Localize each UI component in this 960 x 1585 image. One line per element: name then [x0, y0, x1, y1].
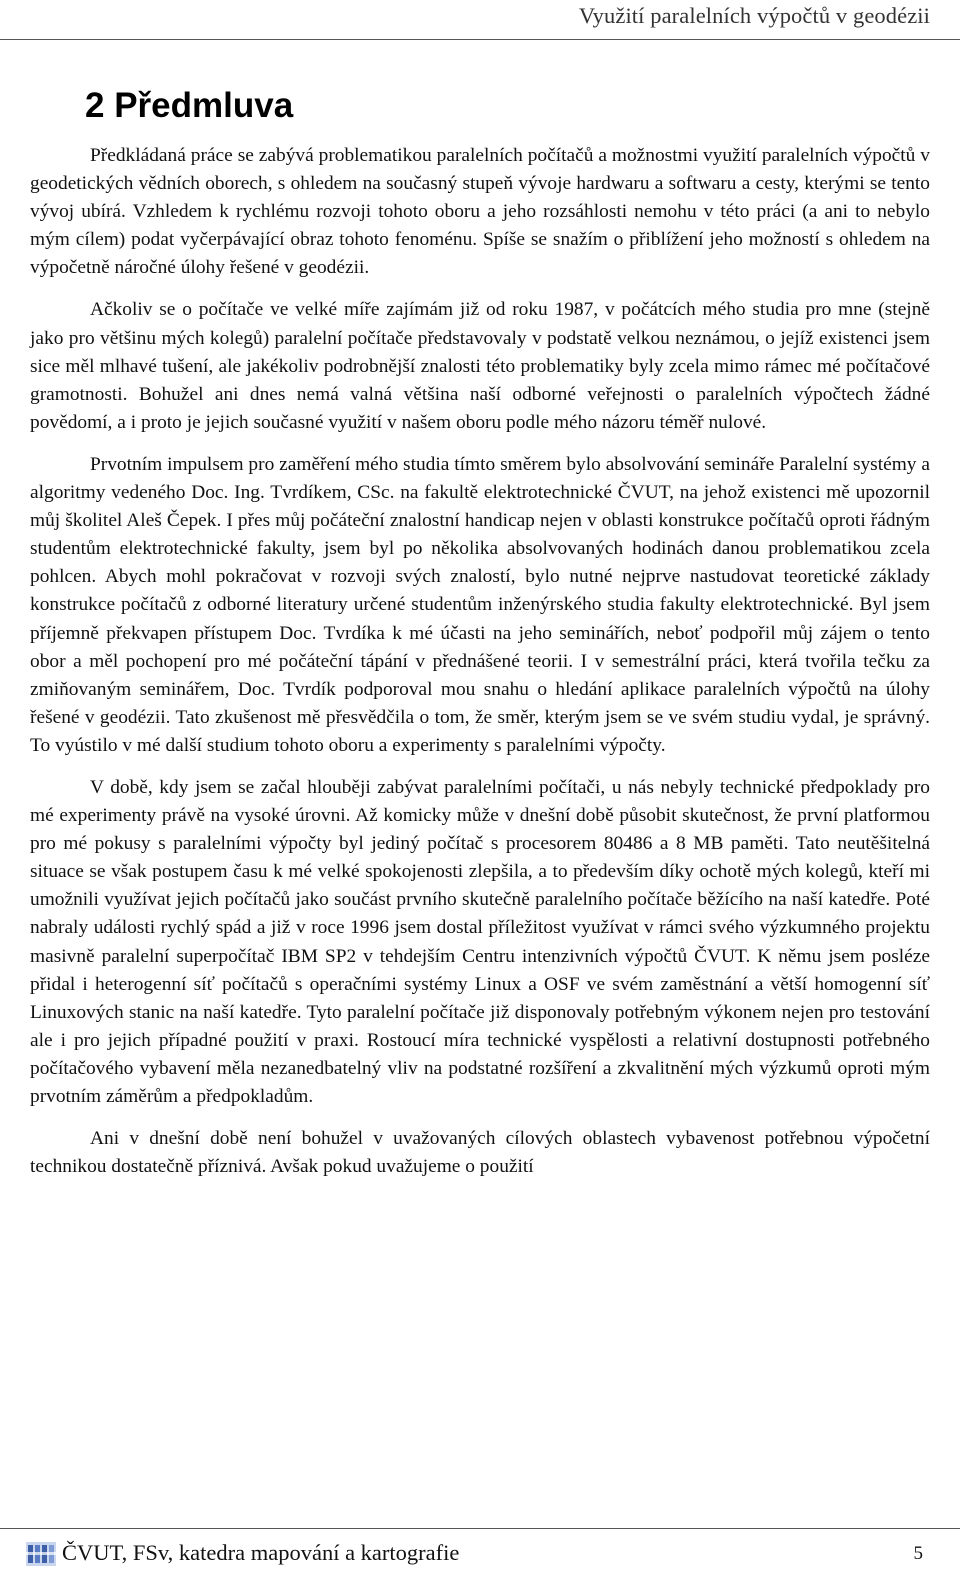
university-logo-icon	[26, 1542, 56, 1566]
running-footer	[0, 1528, 960, 1585]
chapter-heading: 2 Předmluva	[85, 86, 294, 125]
paragraph-background: Ačkoliv se o počítače ve velké míře zajímám již od roku 1987, v počátcích mého studia pro mne (stejně jako pro většinu mých kolegů) paralelní počítače představovaly v podstatě velkou neznámou, o jejíž existenci jsem sice měl mlhavé tušení, ale jakékoliv podrobnější znalosti této problematiky byly zcela mimo rámec mé počítačové gramotnosti. Bohužel ani dnes nemá valná většina naší odborné veřejnosti o paralelních výpočtech žádné povědomí, a i proto je jejich současné využití v našem oboru podle mého názoru téměř nulové.	[30, 299, 930, 433]
paragraph-current-state: Ani v dnešní době není bohužel v uvažovaných cílových oblastech vybavenost potřebnou výpočetní technikou dostatečně příznivá. Avšak pokud uvažujeme o použití	[30, 1128, 930, 1178]
page-number: 5	[913, 1543, 923, 1564]
running-header	[0, 0, 960, 40]
page-body	[30, 84, 930, 1195]
paragraph-intro: Předkládaná práce se zabývá problematikou paralelních počítačů a možnostmi využití paralelních výpočtů v geodetických vědních oborech, s ohledem na současný stupeň vývoje hardwaru a softwaru a cesty, kterými se tento vývoj ubírá. Vzhledem k rychlému rozvoji tohoto oboru a jeho rozsáhlosti nemohu v této práci (a ani to nebylo mým cílem) podat vyčerpávající obraz tohoto fenoménu. Spíše se snažím o přiblížení jeho možností s ohledem na výpočetně náročné úlohy řešené v geodézii.	[30, 145, 930, 279]
paragraph-impulse: Prvotním impulsem pro zaměření mého studia tímto směrem bylo absolvování semináře Paralelní systémy a algoritmy vedeného Doc. Ing. Tvrdíkem, CSc. na fakultě elektrotechnické ČVUT, na jehož existenci mě upozornil můj školitel Aleš Čepek. I přes můj počáteční znalostní handicap nejen v oblasti konstrukce počítačů oproti řádným studentům elektrotechnické fakulty, jsem byl po několika absolvovaných hodinách danou problematikou zcela pohlcen. Abych mohl pokračovat v rozvoji svých znalostí, bylo nutné nejprve nastudovat teoretické základy konstrukce počítačů z odborné literatury určené studentům inženýrského studia fakulty elektrotechnické. Byl jsem příjemně překvapen přístupem Doc. Tvrdíka k mé účasti na jeho seminářích, neboť podpořil můj zájem o tento obor a měl pochopení pro mé počáteční tápání v přednášené teorii. I v semestrální práci, která tvořila tečku za zmiňovaným seminářem, Doc. Tvrdík podporoval mou snahu o hledání aplikace paralelních výpočtů na úlohy řešené v geodézii. Tato zkušenost mě přesvědčila o tom, že směr, kterým jsem se ve svém studiu vydal, je správný. To vyústilo v mé další studium tohoto oboru a experimenty s paralelními výpočty.	[30, 453, 930, 756]
paragraph-hardware: V době, kdy jsem se začal hlouběji zabývat paralelními počítači, u nás nebyly technické předpoklady pro mé experimenty právě na vysoké úrovni. Až komicky může v dnešní době působit skutečnost, že první platformou pro mé pokusy s paralelními výpočty byl jediný počítač s procesorem 80486 a 8 MB paměti. Tato neutěšitelná situace se však postupem času k mé velké spokojenosti zlepšila, a to především díky ochotě mých kolegů, kteří mi umožnili využívat jejich počítačů jako součást prvního skutečně paralelního počítače běžícího na naší katedře. Poté nabraly události rychlý spád a již v roce 1996 jsem dostal příležitost využívat v rámci svého výzkumného projektu masivně paralelní superpočítač IBM SP2 v tehdejším Centru intenzivních výpočtů ČVUT. K němu jsem posléze přidal i heterogenní síť počítačů s operačními systémy Linux a OSF ve svém zaměstnání a větší homogenní síť Linuxových stanic na naší katedře. Tyto paralelní počítače již disponovaly potřebným výkonem nejen pro testování ale i pro jejich případné použití v praxi. Rostoucí míra technické vyspělosti a relativní dostupnosti potřebného počítačového vybavení měla nezanedbatelný vliv na podstatné rozšíření a zkvalitnění mých výzkumů oproti mým prvotním záměrům a předpokladům.	[30, 776, 930, 1107]
running-header-title: Využití paralelních výpočtů v geodézii	[578, 3, 930, 28]
footer-institution: ČVUT, FSv, katedra mapování a kartografie	[62, 1540, 460, 1565]
